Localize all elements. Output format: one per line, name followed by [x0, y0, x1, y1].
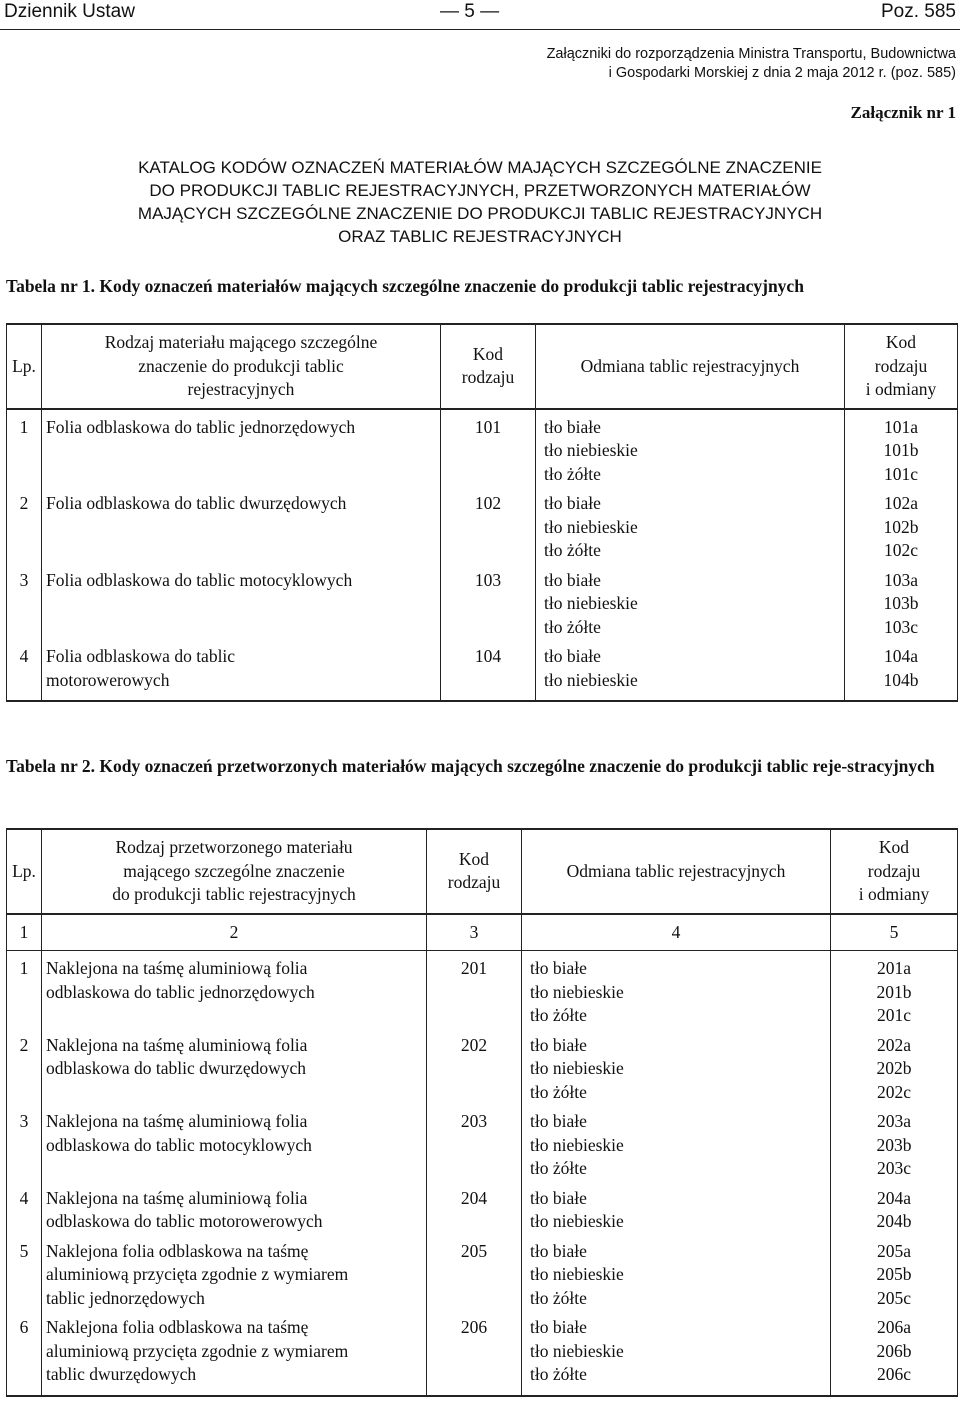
table2-caption-text: Kody oznaczeń przetworzonych materiałów mających szczególne znaczenie do produkcji tablic reje-stracyjnych — [99, 756, 935, 776]
column-number: 2 — [42, 914, 427, 951]
catalog-title-line: KATALOG KODÓW OZNACZEŃ MATERIAŁÓW MAJĄCYCH SZCZEGÓLNE ZNACZENIE — [138, 158, 822, 177]
row-full-codes: 102a 102b 102c — [845, 486, 958, 563]
column-number-row — [7, 914, 958, 951]
col-fullcode-header: Kod rodzaju i odmiany — [845, 324, 958, 409]
row-material: Naklejona folia odblaskowa na taśmę aluminiową przycięta zgodnie z wymiarem tablic dwurzędowych — [42, 1310, 427, 1396]
annex-intro — [496, 45, 956, 83]
row-lp: 4 — [7, 1181, 42, 1234]
table2 — [6, 828, 958, 1397]
table1 — [6, 323, 958, 702]
row-lp: 1 — [7, 409, 42, 487]
row-variants: tło białe tło niebieskie — [522, 1181, 831, 1234]
row-full-codes: 101a 101b 101c — [845, 409, 958, 487]
annex-title: Załącznik nr 1 — [850, 103, 956, 122]
column-number: 1 — [7, 914, 42, 951]
table-row — [7, 486, 958, 563]
row-code: 102 — [441, 486, 536, 563]
col-variant-header: Odmiana tablic rejestracyjnych — [522, 829, 831, 914]
row-material: Naklejona na taśmę aluminiową folia odblaskowa do tablic motorowerowych — [42, 1181, 427, 1234]
row-code: 101 — [441, 409, 536, 487]
col-material-header: Rodzaj materiału mającego szczególne znaczenie do produkcji tablic rejestracyjnych — [42, 324, 441, 409]
catalog-title-line: ORAZ TABLIC REJESTRACYJNYCH — [338, 227, 622, 246]
row-code: 103 — [441, 563, 536, 640]
column-number: 5 — [831, 914, 958, 951]
row-variants: tło białe tło niebieskie tło żółte — [522, 1028, 831, 1105]
table-row — [7, 1181, 958, 1234]
catalog-title-line: DO PRODUKCJI TABLIC REJESTRACYJNYCH, PRZETWORZONYCH MATERIAŁÓW — [149, 181, 811, 200]
page-number: — 5 — — [440, 1, 500, 22]
row-lp: 2 — [7, 486, 42, 563]
row-code: 205 — [427, 1234, 522, 1311]
table-row — [7, 1028, 958, 1105]
row-variants: tło białe tło niebieskie tło żółte — [522, 951, 831, 1028]
table-row — [7, 951, 958, 1028]
row-variants: tło białe tło niebieskie tło żółte — [536, 409, 845, 487]
row-material: Folia odblaskowa do tablic motocyklowych — [42, 563, 441, 640]
table1-header-row — [7, 324, 958, 409]
table-row — [7, 1234, 958, 1311]
table2-header-row — [7, 829, 958, 914]
row-variants: tło białe tło niebieskie tło żółte — [536, 486, 845, 563]
row-variants: tło białe tło niebieskie — [536, 639, 845, 701]
row-lp: 3 — [7, 1104, 42, 1181]
col-fullcode-header: Kod rodzaju i odmiany — [831, 829, 958, 914]
column-number: 3 — [427, 914, 522, 951]
row-lp: 2 — [7, 1028, 42, 1105]
row-variants: tło białe tło niebieskie tło żółte — [522, 1310, 831, 1396]
table-row — [7, 563, 958, 640]
annex-intro-line: i Gospodarki Morskiej z dnia 2 maja 2012 r. (poz. 585) — [608, 65, 956, 81]
table2-caption — [6, 754, 952, 778]
row-lp: 5 — [7, 1234, 42, 1311]
row-full-codes: 204a 204b — [831, 1181, 958, 1234]
row-code: 204 — [427, 1181, 522, 1234]
row-full-codes: 104a 104b — [845, 639, 958, 701]
header-divider — [0, 29, 960, 30]
table2-caption-label: Tabela nr 2. — [6, 756, 95, 776]
row-material: Naklejona na taśmę aluminiową folia odblaskowa do tablic motocyklowych — [42, 1104, 427, 1181]
row-lp: 1 — [7, 951, 42, 1028]
row-lp: 3 — [7, 563, 42, 640]
row-full-codes: 203a 203b 203c — [831, 1104, 958, 1181]
table1-caption — [6, 274, 952, 298]
row-material: Naklejona folia odblaskowa na taśmę aluminiową przycięta zgodnie z wymiarem tablic jednorzędowych — [42, 1234, 427, 1311]
col-lp-header: Lp. — [7, 324, 42, 409]
row-material: Naklejona na taśmę aluminiową folia odblaskowa do tablic dwurzędowych — [42, 1028, 427, 1105]
row-material: Folia odblaskowa do tablic dwurzędowych — [42, 486, 441, 563]
row-material: Naklejona na taśmę aluminiową folia odblaskowa do tablic jednorzędowych — [42, 951, 427, 1028]
row-lp: 4 — [7, 639, 42, 701]
col-variant-header: Odmiana tablic rejestracyjnych — [536, 324, 845, 409]
row-lp: 6 — [7, 1310, 42, 1396]
row-variants: tło białe tło niebieskie tło żółte — [522, 1234, 831, 1311]
catalog-title — [0, 156, 960, 248]
table1-caption-text: Kody oznaczeń materiałów mających szczególne znaczenie do produkcji tablic rejestracyjnych — [99, 276, 804, 296]
column-number: 4 — [522, 914, 831, 951]
row-material: Folia odblaskowa do tablic jednorzędowych — [42, 409, 441, 487]
col-material-header: Rodzaj przetworzonego materiału mającego szczególne znaczenie do produkcji tablic rejestracyjnych — [42, 829, 427, 914]
table-row — [7, 639, 958, 701]
row-full-codes: 201a 201b 201c — [831, 951, 958, 1028]
col-lp-header: Lp. — [7, 829, 42, 914]
table-row — [7, 1104, 958, 1181]
table-row — [7, 1310, 958, 1396]
row-variants: tło białe tło niebieskie tło żółte — [536, 563, 845, 640]
col-code-header: Kod rodzaju — [441, 324, 536, 409]
row-full-codes: 202a 202b 202c — [831, 1028, 958, 1105]
row-code: 202 — [427, 1028, 522, 1105]
journal-name: Dziennik Ustaw — [4, 1, 135, 22]
position-number: Poz. 585 — [881, 1, 956, 22]
row-code: 104 — [441, 639, 536, 701]
row-material: Folia odblaskowa do tablic motorowerowych — [42, 639, 441, 701]
catalog-title-line: MAJĄCYCH SZCZEGÓLNE ZNACZENIE DO PRODUKCJI TABLIC REJESTRACYJNYCH — [137, 204, 823, 223]
row-code: 201 — [427, 951, 522, 1028]
col-code-header: Kod rodzaju — [427, 829, 522, 914]
annex-intro-line: Załączniki do rozporządzenia Ministra Transportu, Budownictwa — [546, 46, 956, 62]
row-code: 203 — [427, 1104, 522, 1181]
row-full-codes: 205a 205b 205c — [831, 1234, 958, 1311]
table1-caption-label: Tabela nr 1. — [6, 276, 95, 296]
row-variants: tło białe tło niebieskie tło żółte — [522, 1104, 831, 1181]
table-row — [7, 409, 958, 487]
row-full-codes: 206a 206b 206c — [831, 1310, 958, 1396]
row-code: 206 — [427, 1310, 522, 1396]
row-full-codes: 103a 103b 103c — [845, 563, 958, 640]
